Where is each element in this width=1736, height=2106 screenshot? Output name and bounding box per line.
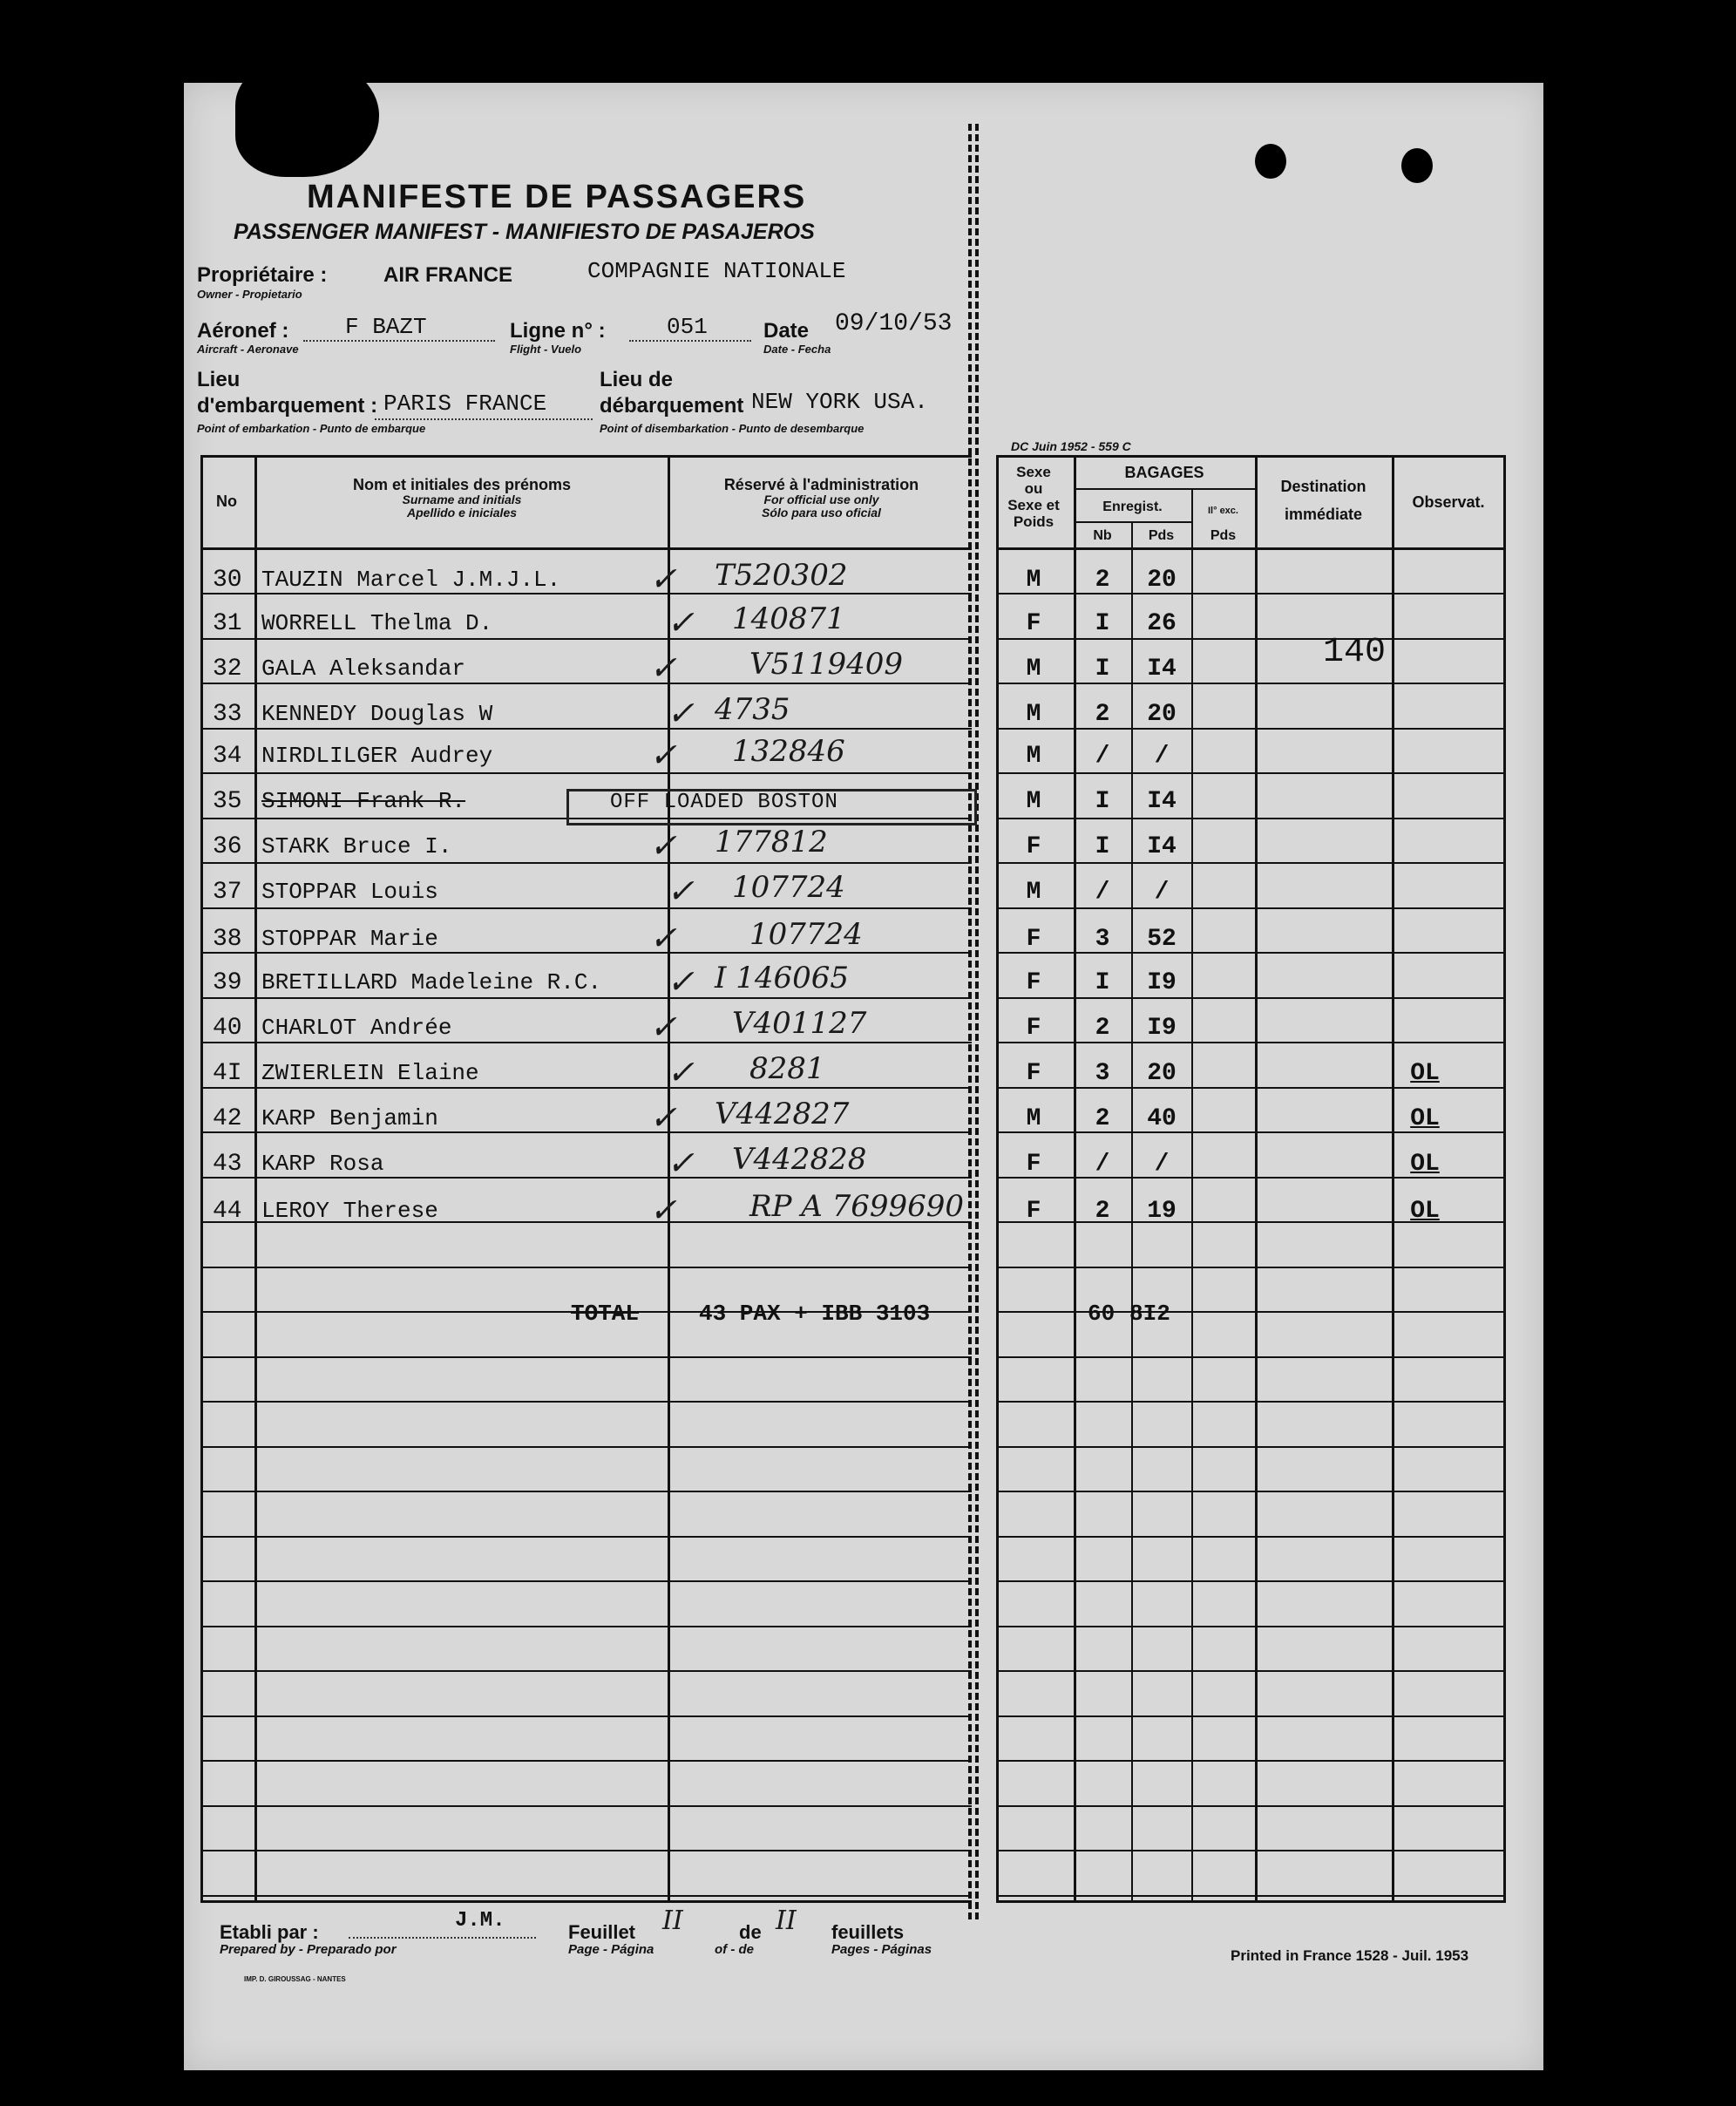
sex-cell: M — [1026, 1105, 1041, 1132]
bag-weight-cell: 19 — [1147, 1198, 1177, 1225]
bag-weight-cell: 20 — [1147, 701, 1177, 728]
row-number: 42 — [213, 1105, 242, 1132]
row-line-right — [996, 1042, 1506, 1043]
check-mark-icon: ✓ — [649, 826, 677, 865]
check-mark-icon: ✓ — [667, 1144, 695, 1182]
punch-hole-right-2 — [1401, 148, 1433, 183]
of-label: de — [739, 1921, 762, 1943]
observation-cell: OL — [1410, 1105, 1440, 1132]
col-excess-header: Il° exc. — [1208, 506, 1238, 516]
sex-cell: M — [1026, 656, 1041, 683]
bag-count-cell: / — [1095, 743, 1110, 770]
row-line — [202, 1491, 972, 1492]
row-line-right — [996, 1805, 1506, 1807]
bag-weight-cell: 20 — [1147, 1060, 1177, 1087]
row-line — [202, 1760, 972, 1762]
of-sub: of - de — [715, 1942, 754, 1957]
check-mark-icon: ✓ — [649, 736, 677, 774]
disembark-sub: Point of disembarkation - Punto de desembarque — [600, 422, 865, 435]
row-line — [202, 1401, 972, 1403]
row-line-right — [996, 1670, 1506, 1672]
aircraft-label: Aéronef : — [197, 319, 289, 343]
bagages-sub-line — [1074, 488, 1255, 490]
check-mark-icon: ✓ — [667, 872, 695, 910]
owner-sub: Owner - Propietario — [197, 288, 302, 301]
row-line-right — [996, 1580, 1506, 1582]
form-reference: DC Juin 1952 - 559 C — [1011, 439, 1131, 453]
bag-weight-cell: I4 — [1147, 833, 1177, 860]
row-number: 31 — [213, 610, 242, 637]
check-mark-icon: ✓ — [649, 1008, 677, 1046]
row-line-right — [996, 997, 1506, 999]
col-no-header: No — [216, 493, 237, 510]
bag-count-cell: 2 — [1095, 701, 1110, 728]
bag-weight-cell: / — [1154, 879, 1170, 906]
bag-count-cell: 2 — [1095, 1015, 1110, 1042]
sex-cell: M — [1026, 743, 1041, 770]
row-number: 34 — [213, 743, 242, 770]
row-line-right — [996, 728, 1506, 730]
flight-label: Ligne n° : — [510, 319, 606, 343]
row-line-right — [996, 1311, 1506, 1313]
bag-count-cell: I — [1095, 788, 1110, 815]
row-line — [202, 1715, 972, 1717]
row-line — [202, 907, 972, 909]
admin-handwritten-number: V401127 — [732, 1006, 867, 1041]
embark-label-1: Lieu — [197, 368, 241, 391]
flight-underline — [629, 340, 751, 342]
bag-weight-cell: 26 — [1147, 610, 1177, 637]
col-divider-dest — [1392, 455, 1394, 1902]
disembark-label-1: Lieu de — [600, 368, 674, 391]
row-line-right — [996, 1626, 1506, 1627]
passenger-name: GALA Aleksandar — [261, 656, 466, 682]
table-bottom-line — [200, 1900, 972, 1903]
row-line-right — [996, 1267, 1506, 1268]
row-line — [202, 1267, 972, 1268]
flight-value: 051 — [667, 314, 708, 340]
row-number: 30 — [213, 567, 242, 594]
table-right-border — [1503, 455, 1506, 1902]
row-line — [202, 1536, 972, 1538]
row-number: 4I — [213, 1060, 242, 1087]
bag-weight-cell: 20 — [1147, 567, 1177, 594]
passenger-name: CHARLOT Andrée — [261, 1015, 452, 1041]
admin-handwritten-number: V442828 — [732, 1142, 867, 1177]
date-value: 09/10/53 — [835, 310, 953, 337]
col-pds2-header: Pds — [1210, 528, 1237, 543]
sex-cell: M — [1026, 879, 1041, 906]
row-line-right — [996, 1536, 1506, 1538]
row-line — [202, 1580, 972, 1582]
owner-label: Propriétaire : — [197, 263, 328, 287]
observation-cell: OL — [1410, 1198, 1440, 1225]
sex-cell: M — [1026, 701, 1041, 728]
bag-count-cell: / — [1095, 1151, 1110, 1178]
row-line — [202, 638, 972, 640]
prepared-underline — [349, 1937, 536, 1939]
row-line-right — [996, 1850, 1506, 1851]
sheet-sub: Page - Página — [568, 1942, 654, 1957]
bag-count-cell: I — [1095, 610, 1110, 637]
passenger-name: SIMONI Frank R. — [261, 788, 466, 814]
row-line-right — [996, 1715, 1506, 1717]
row-line — [202, 1356, 972, 1358]
row-line-right — [996, 1087, 1506, 1089]
row-line — [202, 1446, 972, 1448]
bag-count-cell: 2 — [1095, 1198, 1110, 1225]
sheets-label: feuillets — [831, 1921, 905, 1943]
row-number: 32 — [213, 656, 242, 683]
sheet-value: II — [662, 1906, 683, 1936]
bag-count-cell: I — [1095, 833, 1110, 860]
punch-hole-right-1 — [1255, 144, 1286, 179]
passenger-name: STARK Bruce I. — [261, 833, 452, 859]
admin-handwritten-number: 8281 — [749, 1051, 825, 1086]
check-mark-icon: ✓ — [649, 1191, 677, 1229]
row-line-right — [996, 907, 1506, 909]
owner-value: AIR FRANCE — [383, 263, 512, 287]
passenger-name: NIRDLILGER Audrey — [261, 743, 493, 769]
check-mark-icon: ✓ — [667, 962, 695, 1001]
col-sex-header: Sexe ou Sexe et Poids — [1007, 464, 1060, 530]
admin-handwritten-number: 4735 — [715, 692, 790, 727]
row-line-right — [996, 1356, 1506, 1358]
embark-value: PARIS FRANCE — [383, 391, 547, 417]
admin-handwritten-number: V442827 — [715, 1097, 850, 1131]
row-line-right — [996, 1491, 1506, 1492]
row-line — [202, 1626, 972, 1627]
row-line-right — [996, 862, 1506, 864]
check-mark-icon: ✓ — [667, 1053, 695, 1091]
bag-weight-cell: / — [1154, 1151, 1170, 1178]
admin-handwritten-number: I 146065 — [715, 961, 850, 995]
total-nb: 60 — [1088, 1301, 1116, 1327]
admin-handwritten-number: 107724 — [732, 870, 845, 905]
row-number: 36 — [213, 833, 242, 860]
passenger-name: LEROY Therese — [261, 1198, 438, 1224]
row-number: 44 — [213, 1198, 242, 1225]
admin-handwritten-number: 177812 — [715, 825, 828, 859]
row-line — [202, 593, 972, 594]
page-title: MANIFESTE DE PASSAGERS — [307, 179, 807, 215]
passenger-name: WORRELL Thelma D. — [261, 610, 493, 636]
col-dest-header: Destination immédiate — [1280, 478, 1366, 523]
total-pds: 8I2 — [1129, 1301, 1170, 1327]
check-mark-icon: ✓ — [649, 1098, 677, 1137]
row-line-right — [996, 638, 1506, 640]
passenger-name: KENNEDY Douglas W — [261, 701, 493, 727]
row-line-right — [996, 818, 1506, 819]
check-mark-icon: ✓ — [649, 560, 677, 598]
row-line-right — [996, 1446, 1506, 1448]
sheets-sub: Pages - Páginas — [831, 1942, 932, 1957]
admin-handwritten-number: 132846 — [732, 734, 845, 769]
disembark-value: NEW YORK USA. — [751, 389, 928, 415]
bag-weight-cell: I9 — [1147, 969, 1177, 996]
table-left-border — [200, 455, 203, 1902]
admin-handwritten-number: RP A 7699690 — [749, 1189, 965, 1224]
admin-handwritten-number: 107724 — [749, 917, 863, 952]
col-bagages-header: BAGAGES — [1124, 464, 1204, 481]
row-line-right — [996, 1760, 1506, 1762]
admin-stamp-text: OFF LOADED BOSTON — [610, 791, 838, 814]
row-line — [202, 1131, 972, 1133]
embark-underline — [375, 418, 593, 420]
admin-handwritten-number: 140871 — [732, 601, 845, 636]
table-header-bottom-right — [996, 547, 1506, 550]
row-number: 37 — [213, 879, 242, 906]
perforation-line — [968, 124, 979, 1919]
check-mark-icon: ✓ — [667, 694, 695, 732]
col-enreg-header: Enregist. — [1102, 499, 1163, 514]
sex-cell: F — [1026, 1151, 1041, 1178]
passenger-name: STOPPAR Louis — [261, 879, 438, 905]
check-mark-icon: ✓ — [667, 603, 695, 642]
row-line — [202, 1805, 972, 1807]
table-top-line — [200, 455, 972, 458]
row-line-right — [996, 952, 1506, 954]
row-number: 43 — [213, 1151, 242, 1178]
col-divider-excess — [1255, 455, 1258, 1902]
sex-cell: F — [1026, 969, 1041, 996]
sex-cell: M — [1026, 567, 1041, 594]
row-line-right — [996, 1401, 1506, 1403]
table-top-line-right — [996, 455, 1506, 458]
aircraft-sub: Aircraft - Aeronave — [197, 343, 299, 356]
table-bottom-line-right — [996, 1900, 1506, 1903]
embark-sub: Point of embarkation - Punto de embarque — [197, 422, 426, 435]
passenger-name: TAUZIN Marcel J.M.J.L. — [261, 567, 561, 593]
passenger-name: STOPPAR Marie — [261, 926, 438, 952]
row-line — [202, 952, 972, 954]
aircraft-underline — [303, 340, 495, 342]
observation-cell: OL — [1410, 1151, 1440, 1178]
row-line-right — [996, 772, 1506, 774]
check-mark-icon: ✓ — [649, 649, 677, 687]
col-observ-header: Observat. — [1412, 493, 1485, 511]
table-header-bottom — [200, 547, 972, 550]
admin-handwritten-number: V5119409 — [749, 647, 903, 682]
prepared-sub: Prepared by - Preparado por — [220, 1942, 397, 1957]
bag-count-cell: 2 — [1095, 567, 1110, 594]
col-divider-sex-left — [996, 455, 999, 1902]
bag-weight-cell: I9 — [1147, 1015, 1177, 1042]
printed-note: Printed in France 1528 - Juil. 1953 — [1231, 1947, 1469, 1964]
col-divider-no — [254, 455, 257, 1902]
of-value: II — [776, 1906, 797, 1936]
row-number: 40 — [213, 1015, 242, 1042]
bag-count-cell: 2 — [1095, 1105, 1110, 1132]
total-label: TOTAL — [571, 1301, 640, 1327]
row-line — [202, 862, 972, 864]
bag-weight-cell: 52 — [1147, 926, 1177, 953]
total-value: 43 PAX + IBB 3103 — [699, 1301, 931, 1327]
flight-sub: Flight - Vuelo — [510, 343, 582, 356]
printer-imprint: IMP. D. GIROUSSAG - NANTES — [244, 1975, 346, 1983]
sex-cell: F — [1026, 610, 1041, 637]
row-line — [202, 1177, 972, 1179]
bag-count-cell: 3 — [1095, 1060, 1110, 1087]
admin-handwritten-number: T520302 — [715, 558, 848, 593]
bag-weight-cell: I4 — [1147, 656, 1177, 683]
page-subtitle: PASSENGER MANIFEST - MANIFIESTO DE PASAJEROS — [234, 220, 815, 244]
passenger-name: KARP Rosa — [261, 1151, 384, 1177]
row-number: 38 — [213, 926, 242, 953]
check-mark-icon: ✓ — [649, 919, 677, 957]
row-line — [202, 1042, 972, 1043]
row-line — [202, 1895, 972, 1897]
row-line-right — [996, 593, 1506, 594]
bag-weight-cell: I4 — [1147, 788, 1177, 815]
passenger-name: ZWIERLEIN Elaine — [261, 1060, 479, 1086]
off-loaded-stamp — [566, 789, 977, 825]
row-number: 39 — [213, 969, 242, 996]
sex-cell: F — [1026, 926, 1041, 953]
sex-cell: F — [1026, 833, 1041, 860]
sex-cell: F — [1026, 1060, 1041, 1087]
destination-cell: 140 — [1323, 633, 1387, 672]
bag-count-cell: I — [1095, 969, 1110, 996]
sheet-label: Feuillet — [568, 1921, 636, 1943]
row-line — [202, 1670, 972, 1672]
passenger-name: KARP Benjamin — [261, 1105, 438, 1131]
disembark-label-2: débarquement — [600, 394, 744, 418]
passenger-name: BRETILLARD Madeleine R.C. — [261, 969, 602, 995]
row-line — [202, 683, 972, 684]
aircraft-value: F BAZT — [345, 314, 427, 340]
col-divider-pds — [1191, 488, 1193, 1902]
row-number: 33 — [213, 701, 242, 728]
bag-count-cell: I — [1095, 656, 1110, 683]
row-line-right — [996, 683, 1506, 684]
prepared-label: Etabli par : — [220, 1921, 319, 1943]
sex-cell: F — [1026, 1198, 1041, 1225]
bag-weight-cell: / — [1154, 743, 1170, 770]
row-line — [202, 1087, 972, 1089]
row-line — [202, 997, 972, 999]
col-admin-header: Réservé à l'administration For official use only Sólo para uso oficial — [723, 476, 919, 520]
bag-count-cell: 3 — [1095, 926, 1110, 953]
observation-cell: OL — [1410, 1060, 1440, 1087]
date-sub: Date - Fecha — [763, 343, 831, 356]
row-line — [202, 1850, 972, 1851]
bag-count-cell: / — [1095, 879, 1110, 906]
row-line — [202, 772, 972, 774]
row-line-right — [996, 1895, 1506, 1897]
row-number: 35 — [213, 788, 242, 815]
embark-label-2: d'embarquement : — [197, 394, 378, 418]
col-name-header: Nom et initiales des prénoms Surname and initials Apellido e iniciales — [352, 476, 572, 520]
sex-cell: M — [1026, 788, 1041, 815]
owner-typed: COMPAGNIE NATIONALE — [587, 258, 846, 284]
col-pds-header: Pds — [1148, 528, 1175, 543]
bag-weight-cell: 40 — [1147, 1105, 1177, 1132]
date-label: Date — [763, 319, 810, 343]
row-line — [202, 728, 972, 730]
col-nb-header: Nb — [1093, 528, 1112, 543]
prepared-value: J.M. — [455, 1909, 505, 1933]
sex-cell: F — [1026, 1015, 1041, 1042]
